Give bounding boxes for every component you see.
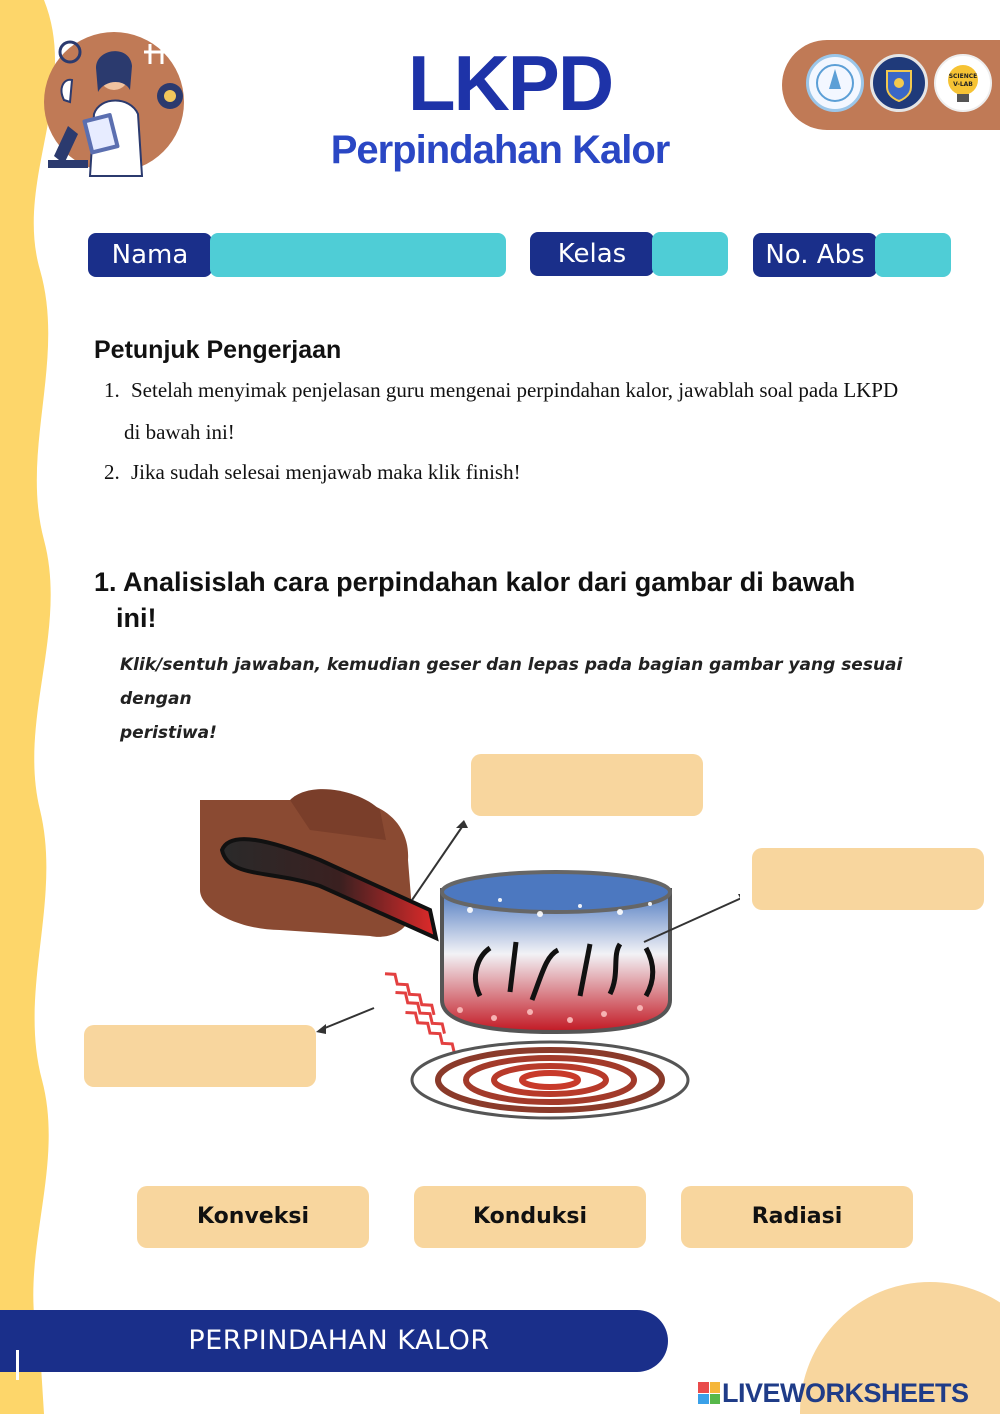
university-logo	[806, 54, 864, 112]
instruction-item	[104, 460, 521, 485]
absen-input[interactable]	[875, 233, 951, 277]
footer-banner: PERPINDAHAN KALOR	[0, 1310, 668, 1372]
name-input[interactable]	[210, 233, 506, 277]
question-instruction-line: peristiwa!	[120, 723, 217, 743]
instructions-heading: Petunjuk Pengerjaan	[94, 336, 342, 364]
svg-text:V-LAB: V-LAB	[953, 81, 973, 88]
page-title: LKPD	[407, 39, 613, 127]
school-logo	[870, 54, 928, 112]
liveworksheets-brand: LIVEWORKSHEETS	[722, 1378, 969, 1408]
instruction-continuation: di bawah ini!	[124, 420, 235, 444]
left-wave-border	[0, 0, 90, 1414]
question-title-line: 1. Analisislah cara perpindahan kalor dari gambar di bawah	[94, 567, 856, 597]
instruction-number: 1.	[104, 378, 120, 402]
name-label: Nama	[88, 233, 212, 277]
drop-zone-conduction[interactable]	[471, 754, 703, 816]
answer-konveksi[interactable]: Konveksi	[137, 1186, 369, 1248]
answer-radiasi[interactable]: Radiasi	[681, 1186, 913, 1248]
instruction-number: 2.	[104, 460, 120, 484]
text-cursor	[16, 1350, 19, 1380]
question-title-line: ini!	[116, 603, 157, 633]
liveworksheets-icon	[698, 1382, 720, 1404]
science-vlab-logo	[934, 54, 992, 112]
class-input[interactable]	[652, 232, 728, 276]
question-title	[94, 564, 974, 636]
page-subtitle: Perpindahan Kalor	[330, 128, 670, 172]
heat-transfer-illustration	[160, 760, 740, 1160]
drop-zone-convection[interactable]	[752, 848, 984, 910]
question-instruction-line: Klik/sentuh jawaban, kemudian geser dan lepas pada bagian gambar yang sesuai dengan	[120, 655, 903, 709]
svg-text:SCIENCE: SCIENCE	[948, 73, 978, 80]
scientist-illustration	[34, 30, 194, 178]
instruction-text: Setelah menyimak penjelasan guru mengenai perpindahan kalor, jawablah soal pada LKPD	[131, 378, 899, 402]
question-instruction	[120, 648, 950, 750]
class-label: Kelas	[530, 232, 654, 276]
answer-konduksi[interactable]: Konduksi	[414, 1186, 646, 1248]
absen-label: No. Abs	[753, 233, 877, 277]
drop-zone-radiation[interactable]	[84, 1025, 316, 1087]
instruction-text: Jika sudah selesai menjawab maka klik finish!	[131, 460, 521, 484]
instruction-item	[104, 378, 898, 403]
